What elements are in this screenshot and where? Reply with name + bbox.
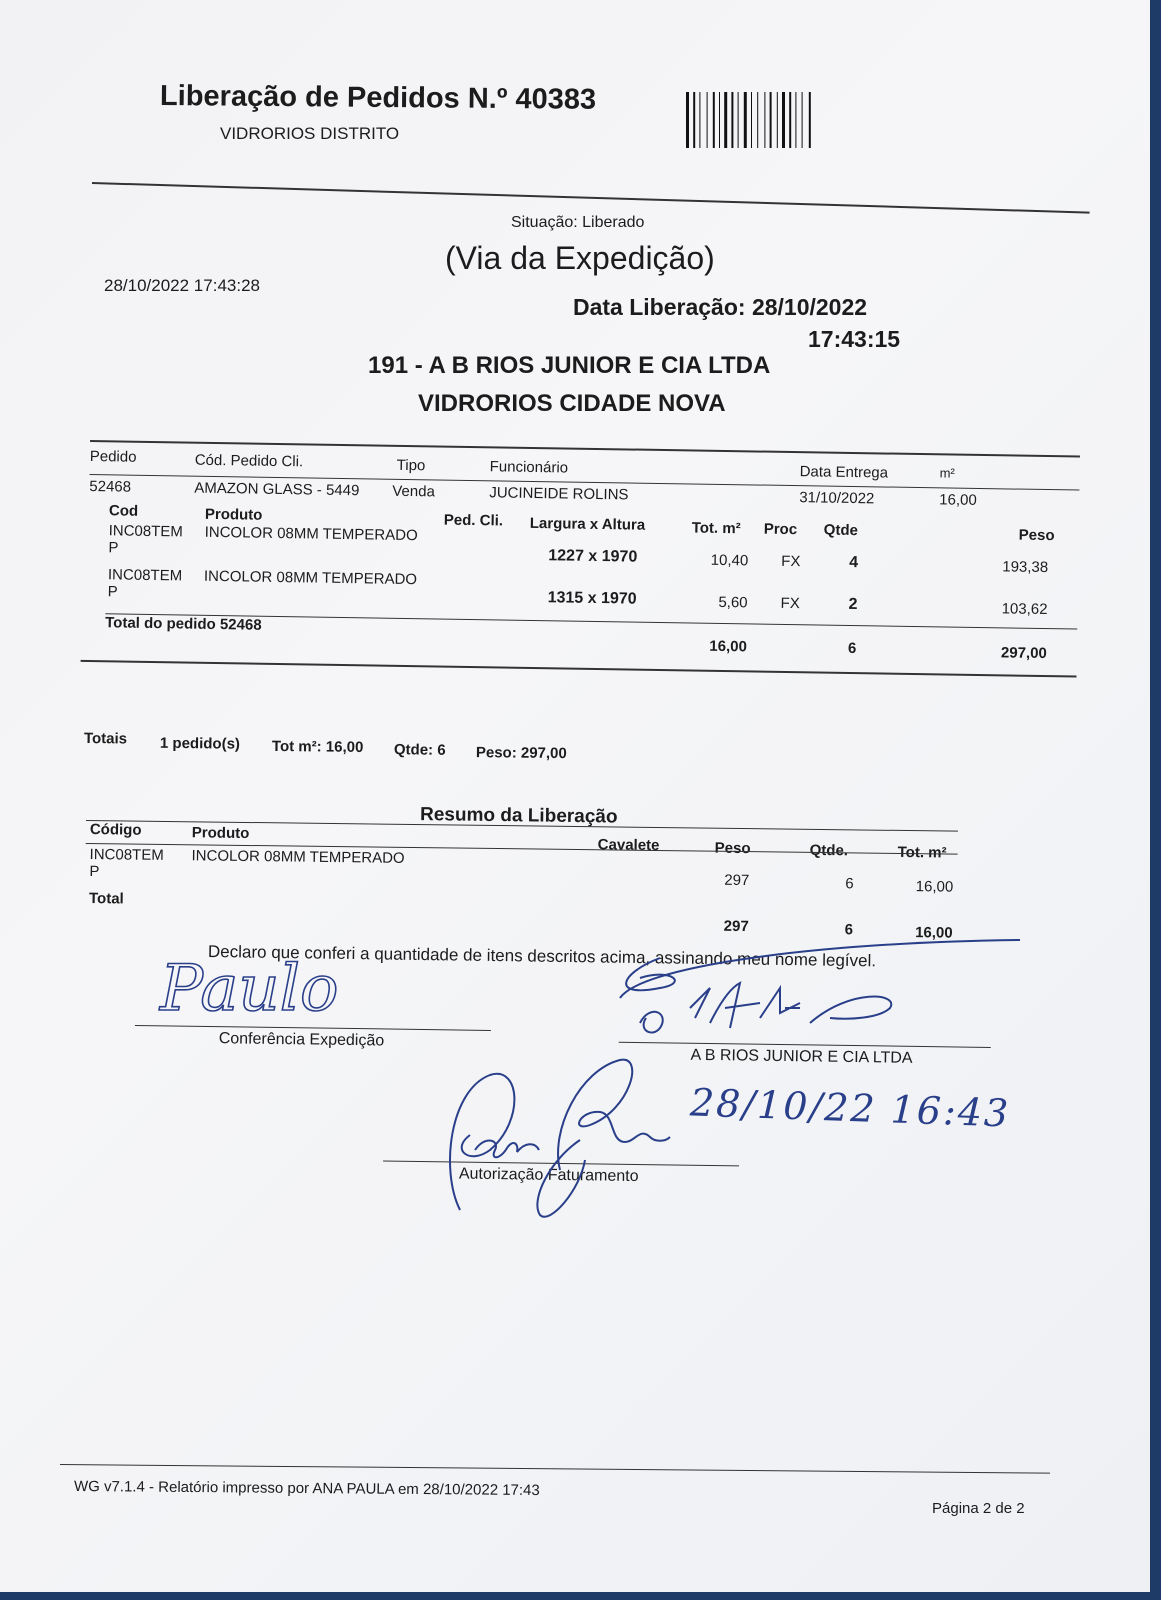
order-total-label: Total do pedido 52468 [105,614,262,634]
company-name: VIDRORIOS DISTRITO [220,124,400,143]
item-col-proc: Proc [763,520,798,539]
item-dims: 1315 x 1970 [547,589,637,608]
resumo-qtde: 6 [845,875,854,893]
print-datetime: 28/10/2022 17:43:28 [104,276,260,295]
totais-label: Totais [83,730,128,748]
resumo-cod-suffix: P [89,863,100,881]
order-pedido: 52468 [89,477,132,496]
col-tipo: Tipo [396,456,426,475]
conferencia-signature [140,940,440,1030]
item-cod: INC08TEM [107,566,183,585]
resumo-col-produto: Produto [191,824,250,842]
item-col-tot-m2: Tot. m² [691,519,741,538]
item-col-dims: Largura x Altura [529,514,646,534]
order-tipo: Venda [392,482,435,501]
order-m2: 16,00 [939,491,977,509]
client-store: VIDRORIOS CIDADE NOVA [418,390,726,417]
conferencia-signature-text: Paulo [160,952,339,1026]
footer-page: Página 2 de 2 [932,1500,1025,1517]
item-qtde: 2 [848,595,858,614]
resumo-total-qtde: 6 [844,921,854,939]
footer-printed-by: WG v7.1.4 - Relatório impresso por ANA PAULA em 28/10/2022 17:43 [73,1478,540,1500]
document-title: Liberação de Pedidos N.º 40383 [159,80,597,116]
footer-rule [60,1464,1050,1474]
item-proc: FX [781,552,801,571]
resumo-peso: 297 [724,871,750,890]
autorizacao-label: Autorização Faturamento [458,1165,639,1186]
totais-qtde: Qtde: 6 [393,741,446,759]
col-m2: m² [939,465,955,481]
conferencia-label: Conferência Expedição [218,1030,385,1050]
handwritten-date: 28/10/22 16:43 [689,1080,1011,1136]
item-produto: INCOLOR 08MM TEMPERADO [204,523,418,545]
item-dims: 1227 x 1970 [548,547,638,566]
autorizacao-signature [430,1050,670,1220]
resumo-cod: INC08TEM [89,846,164,864]
item-cod-suffix: P [107,583,118,601]
client-signature [600,938,1040,1048]
totais-pedidos: 1 pedido(s) [159,734,241,753]
item-col-produto: Produto [204,505,263,524]
order-total-m2: 16,00 [709,637,748,656]
situacao-label: Situação: Liberado [511,214,645,231]
item-col-cod: Cod [108,502,139,520]
item-col-qtde: Qtde [823,521,859,540]
item-tot-m2: 5,60 [718,593,748,612]
totais-m2: Tot m²: 16,00 [271,737,364,756]
col-cod-pedido-cli: Cód. Pedido Cli. [194,451,304,471]
resumo-total-label: Total [88,890,124,908]
resumo-total-peso: 297 [723,917,749,936]
resumo-title: Resumo da Liberação [419,804,618,828]
item-col-peso: Peso [1018,526,1055,545]
col-pedido: Pedido [89,447,137,466]
data-liberacao-time: 17:43:15 [808,326,901,352]
resumo-col-codigo: Código [89,821,142,839]
item-qtde: 4 [849,553,859,572]
item-peso: 103,62 [1001,600,1048,619]
resumo-col-peso: Peso [714,839,751,858]
via-label: (Via da Expedição) [445,240,715,276]
totais-peso: Peso: 297,00 [475,744,567,763]
order-cod-pedido-cli: AMAZON GLASS - 5449 [194,479,360,500]
item-cod-suffix: P [108,539,119,557]
data-liberacao: Data Liberação: 28/10/2022 [573,294,868,320]
resumo-produto: INCOLOR 08MM TEMPERADO [191,847,405,867]
resumo-col-cavalete: Cavalete [597,836,660,855]
item-tot-m2: 10,40 [710,551,749,570]
resumo-col-tot-m2: Tot. m² [897,843,947,862]
item-proc: FX [780,594,800,613]
resumo-total-tot-m2: 16,00 [915,924,953,942]
resumo-tot-m2: 16,00 [915,878,954,896]
order-data-entrega: 31/10/2022 [799,489,875,508]
order-total-qtde: 6 [847,639,857,658]
declaration-text: Declaro que conferi a quantidade de itens descritos acima, assinando meu nome legível. [207,942,877,971]
item-produto: INCOLOR 08MM TEMPERADO [203,567,418,589]
client-signature-label: A B RIOS JUNIOR E CIA LTDA [690,1046,913,1067]
client-name: 191 - A B RIOS JUNIOR E CIA LTDA [368,352,771,379]
col-funcionario: Funcionário [489,458,569,477]
order-funcionario: JUCINEIDE ROLINS [489,484,629,504]
item-peso: 193,38 [1002,558,1049,577]
item-cod: INC08TEM [108,522,183,541]
resumo-col-qtde: Qtde. [809,841,849,860]
col-data-entrega: Data Entrega [799,463,889,482]
item-col-ped-cli: Ped. Cli. [443,511,504,530]
order-total-peso: 297,00 [1000,644,1047,663]
